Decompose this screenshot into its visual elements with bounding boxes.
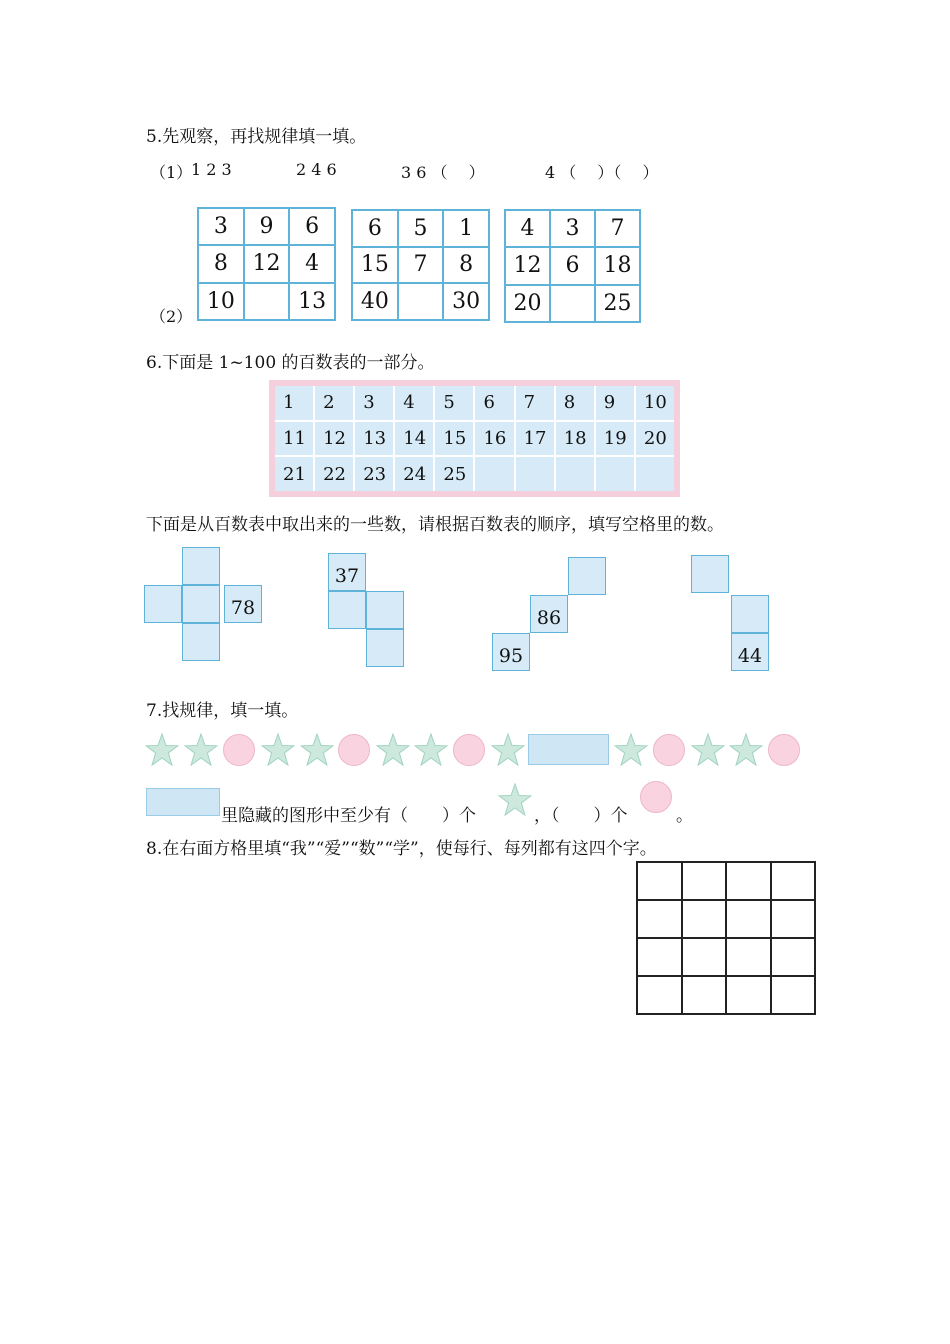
grid-cell: 8 <box>443 247 489 284</box>
star-icon <box>414 733 448 767</box>
hundred-cell: 1 <box>275 386 313 420</box>
grid-cell: 4 <box>505 210 550 247</box>
grid-cell: 18 <box>595 247 640 284</box>
grid-blank-cell[interactable] <box>682 938 727 976</box>
grid-cell: 1 <box>443 210 489 247</box>
blank-cell[interactable] <box>182 585 220 623</box>
grid-cell: 25 <box>595 285 640 322</box>
grid-cell: 13 <box>289 283 335 320</box>
star-icon <box>300 733 334 767</box>
star-icon <box>729 733 763 767</box>
hundred-cell: 25 <box>435 457 473 491</box>
grid-cell: 7 <box>595 210 640 247</box>
grid-cell: 12 <box>505 247 550 284</box>
hundred-table <box>275 386 674 491</box>
q7-question-part-a[interactable]: 里隐藏的图形中至少有（ ）个 <box>221 806 476 826</box>
circle-icon <box>453 734 485 766</box>
number-cell: 95 <box>492 633 530 671</box>
grid-blank-cell[interactable] <box>726 900 771 938</box>
grid-blank-cell[interactable] <box>771 900 816 938</box>
grid-blank-cell[interactable] <box>682 976 727 1014</box>
hundred-cell: 7 <box>516 386 554 420</box>
hundred-cell: 3 <box>355 386 393 420</box>
hundred-cell <box>556 457 594 491</box>
hundred-cell: 19 <box>596 422 634 456</box>
q7-title: 7.找规律，填一填。 <box>146 701 299 721</box>
hundred-cell: 13 <box>355 422 393 456</box>
grid-cell: 30 <box>443 283 489 320</box>
grid-blank-cell[interactable] <box>726 976 771 1014</box>
star-icon <box>691 733 725 767</box>
hundred-cell: 22 <box>315 457 353 491</box>
grid-blank-cell[interactable] <box>726 862 771 900</box>
number-cell: 78 <box>224 585 262 623</box>
hundred-cell: 18 <box>556 422 594 456</box>
grid-cell: 20 <box>505 285 550 322</box>
hundred-cell: 9 <box>596 386 634 420</box>
star-icon <box>145 733 179 767</box>
grid-cell: 5 <box>398 210 444 247</box>
hidden-shapes-rectangle <box>528 734 609 765</box>
star-icon <box>261 733 295 767</box>
hundred-cell: 5 <box>435 386 473 420</box>
grid-blank-cell[interactable] <box>771 938 816 976</box>
character-grid <box>636 861 816 1015</box>
q7-question-part-b[interactable]: ，（ ）个 <box>534 806 628 826</box>
hundred-cell: 15 <box>435 422 473 456</box>
grid-blank-cell[interactable] <box>637 862 682 900</box>
circle-icon <box>640 781 672 813</box>
hundred-cell <box>516 457 554 491</box>
q5-seq-group-4[interactable]: 4 （ ）（ ） <box>545 163 659 182</box>
grid-cell: 40 <box>352 283 398 320</box>
hundred-cell: 10 <box>636 386 674 420</box>
hundred-cell: 24 <box>395 457 433 491</box>
grid-cell: 3 <box>550 210 595 247</box>
hundred-cell: 17 <box>516 422 554 456</box>
hundred-cell <box>636 457 674 491</box>
number-cell: 86 <box>530 595 568 633</box>
q8-title: 8.在右面方格里填“我”“爱”“数”“学”，使每行、每列都有这四个字。 <box>146 839 657 859</box>
q5-seq-group-1: 1 2 3 <box>191 160 232 179</box>
circle-icon <box>223 734 255 766</box>
number-grid-2 <box>351 209 490 321</box>
star-icon <box>614 733 648 767</box>
number-cell: 37 <box>328 553 366 591</box>
circle-icon <box>653 734 685 766</box>
blank-cell[interactable] <box>731 595 769 633</box>
number-cell: 44 <box>731 633 769 671</box>
blank-cell[interactable] <box>366 591 404 629</box>
hundred-cell: 4 <box>395 386 433 420</box>
hundred-cell: 2 <box>315 386 353 420</box>
grid-cell: 12 <box>244 245 290 282</box>
grid-blank-cell[interactable] <box>682 862 727 900</box>
q5-seq-group-3[interactable]: 3 6 （ ） <box>401 163 485 182</box>
grid-cell: 15 <box>352 247 398 284</box>
grid-cell: 4 <box>289 245 335 282</box>
q6-instruction: 下面是从百数表中取出来的一些数，请根据百数表的顺序，填写空格里的数。 <box>146 515 724 535</box>
hundred-cell: 16 <box>475 422 513 456</box>
grid-blank-cell[interactable] <box>244 283 290 320</box>
grid-cell: 6 <box>550 247 595 284</box>
blank-cell[interactable] <box>568 557 606 595</box>
rectangle-icon <box>146 788 220 816</box>
number-grid-1 <box>197 207 336 321</box>
grid-cell: 9 <box>244 208 290 245</box>
hundred-table-frame <box>269 380 680 497</box>
grid-blank-cell[interactable] <box>398 283 444 320</box>
hundred-cell: 12 <box>315 422 353 456</box>
grid-blank-cell[interactable] <box>550 285 595 322</box>
grid-blank-cell[interactable] <box>682 900 727 938</box>
blank-cell[interactable] <box>328 591 366 629</box>
grid-blank-cell[interactable] <box>637 938 682 976</box>
hundred-cell: 14 <box>395 422 433 456</box>
q5-part2-label: （2） <box>150 307 193 326</box>
star-icon <box>184 733 218 767</box>
number-grid-3 <box>504 209 641 323</box>
grid-cell: 3 <box>198 208 244 245</box>
hundred-cell: 6 <box>475 386 513 420</box>
circle-icon <box>768 734 800 766</box>
blank-cell[interactable] <box>144 585 182 623</box>
grid-cell: 6 <box>352 210 398 247</box>
grid-cell: 7 <box>398 247 444 284</box>
hundred-cell <box>596 457 634 491</box>
q5-part1-label: （1） <box>150 163 193 182</box>
hundred-cell: 11 <box>275 422 313 456</box>
grid-blank-cell[interactable] <box>771 862 816 900</box>
grid-blank-cell[interactable] <box>637 900 682 938</box>
grid-blank-cell[interactable] <box>637 976 682 1014</box>
hundred-cell: 21 <box>275 457 313 491</box>
q6-title: 6.下面是 1~100 的百数表的一部分。 <box>146 353 435 373</box>
blank-cell[interactable] <box>691 555 729 593</box>
q7-question-end: 。 <box>676 806 693 826</box>
grid-cell: 6 <box>289 208 335 245</box>
grid-cell: 8 <box>198 245 244 282</box>
hundred-cell: 23 <box>355 457 393 491</box>
blank-cell[interactable] <box>366 629 404 667</box>
star-icon <box>491 733 525 767</box>
star-icon <box>376 733 410 767</box>
star-icon <box>498 783 532 817</box>
grid-cell: 10 <box>198 283 244 320</box>
hundred-cell: 20 <box>636 422 674 456</box>
circle-icon <box>338 734 370 766</box>
hundred-cell <box>475 457 513 491</box>
q5-seq-group-2: 2 4 6 <box>296 160 337 179</box>
grid-blank-cell[interactable] <box>726 938 771 976</box>
q5-title: 5.先观察，再找规律填一填。 <box>146 127 367 147</box>
blank-cell[interactable] <box>182 547 220 585</box>
hundred-cell: 8 <box>556 386 594 420</box>
grid-blank-cell[interactable] <box>771 976 816 1014</box>
blank-cell[interactable] <box>182 623 220 661</box>
